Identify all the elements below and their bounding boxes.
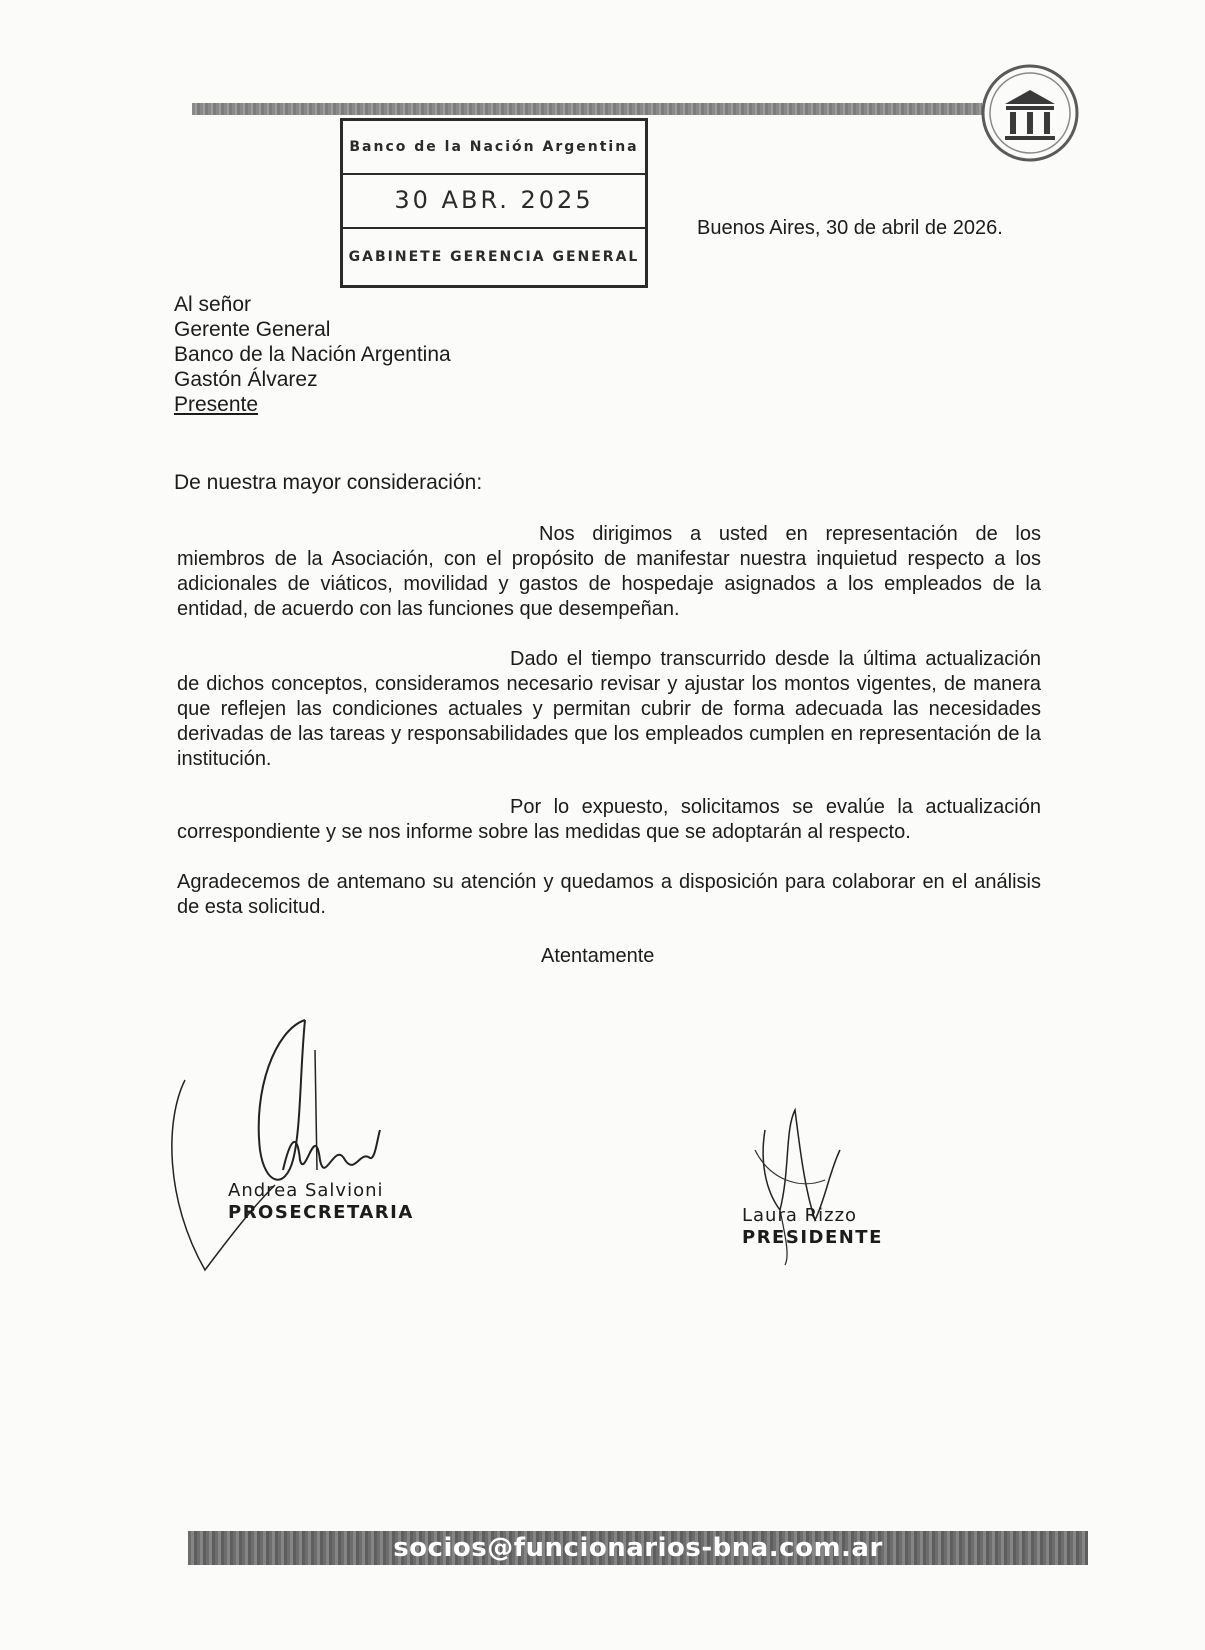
closing: Atentamente — [541, 945, 655, 967]
stamp-bank-name: Banco de la Nación Argentina — [343, 121, 645, 175]
paragraph: Dado el tiempo transcurrido desde la última actualización de dichos conceptos, consideramos necesario revisar y ajustar los montos vigentes, de manera que reflejen las condiciones actuales y permitan cubrir de forma adecuada las necesidades derivadas de las tareas y responsabilidades que los empleados cumplen en representación de la institución. — [177, 648, 1041, 770]
header-bar — [192, 103, 982, 115]
signature-left — [165, 1010, 425, 1280]
recipient-line: Presente — [174, 393, 259, 416]
reception-stamp — [340, 118, 648, 288]
signatory-role: PROSECRETARIA — [228, 1202, 414, 1223]
signatory-role: PRESIDENTE — [742, 1227, 883, 1248]
recipient-line: Al señor — [174, 293, 252, 316]
recipient-line: Banco de la Nación Argentina — [174, 343, 451, 366]
signatory-name: Laura Rizzo — [742, 1205, 858, 1226]
footer-email[interactable]: socios@funcionarios-bna.com.ar — [393, 1533, 883, 1563]
place-date: Buenos Aires, 30 de abril de 2026. — [697, 217, 1003, 239]
stamp-department: GABINETE GERENCIA GENERAL — [348, 249, 640, 265]
recipient-line: Gerente General — [174, 318, 331, 341]
paragraph: Nos dirigimos a usted en representación de los miembros de la Asociación, con el propósito de manifestar nuestra inquietud respecto a los adicionales de viáticos, movilidad y gastos de hospedaje asignados a los empleados de la entidad, de acuerdo con las funciones que desempeñan. — [177, 523, 1041, 620]
bank-columns-icon — [975, 62, 1085, 164]
recipient-line: Gastón Álvarez — [174, 368, 318, 391]
stamp-date: 30 ABR. 2025 — [343, 173, 645, 229]
signatory-right — [742, 1205, 883, 1249]
footer-bar — [188, 1531, 1088, 1565]
signatory-left — [228, 1180, 414, 1224]
recipient-block — [174, 292, 451, 417]
signatory-name: Andrea Salvioni — [228, 1180, 384, 1201]
paragraph: Agradecemos de antemano su atención y quedamos a disposición para colaborar en el análisis de esta solicitud. — [177, 871, 1041, 918]
salutation: De nuestra mayor consideración: — [174, 471, 483, 494]
paragraph: Por lo expuesto, solicitamos se evalúe la actualización correspondiente y se nos informe sobre las medidas que se adoptarán al respecto. — [177, 796, 1041, 843]
